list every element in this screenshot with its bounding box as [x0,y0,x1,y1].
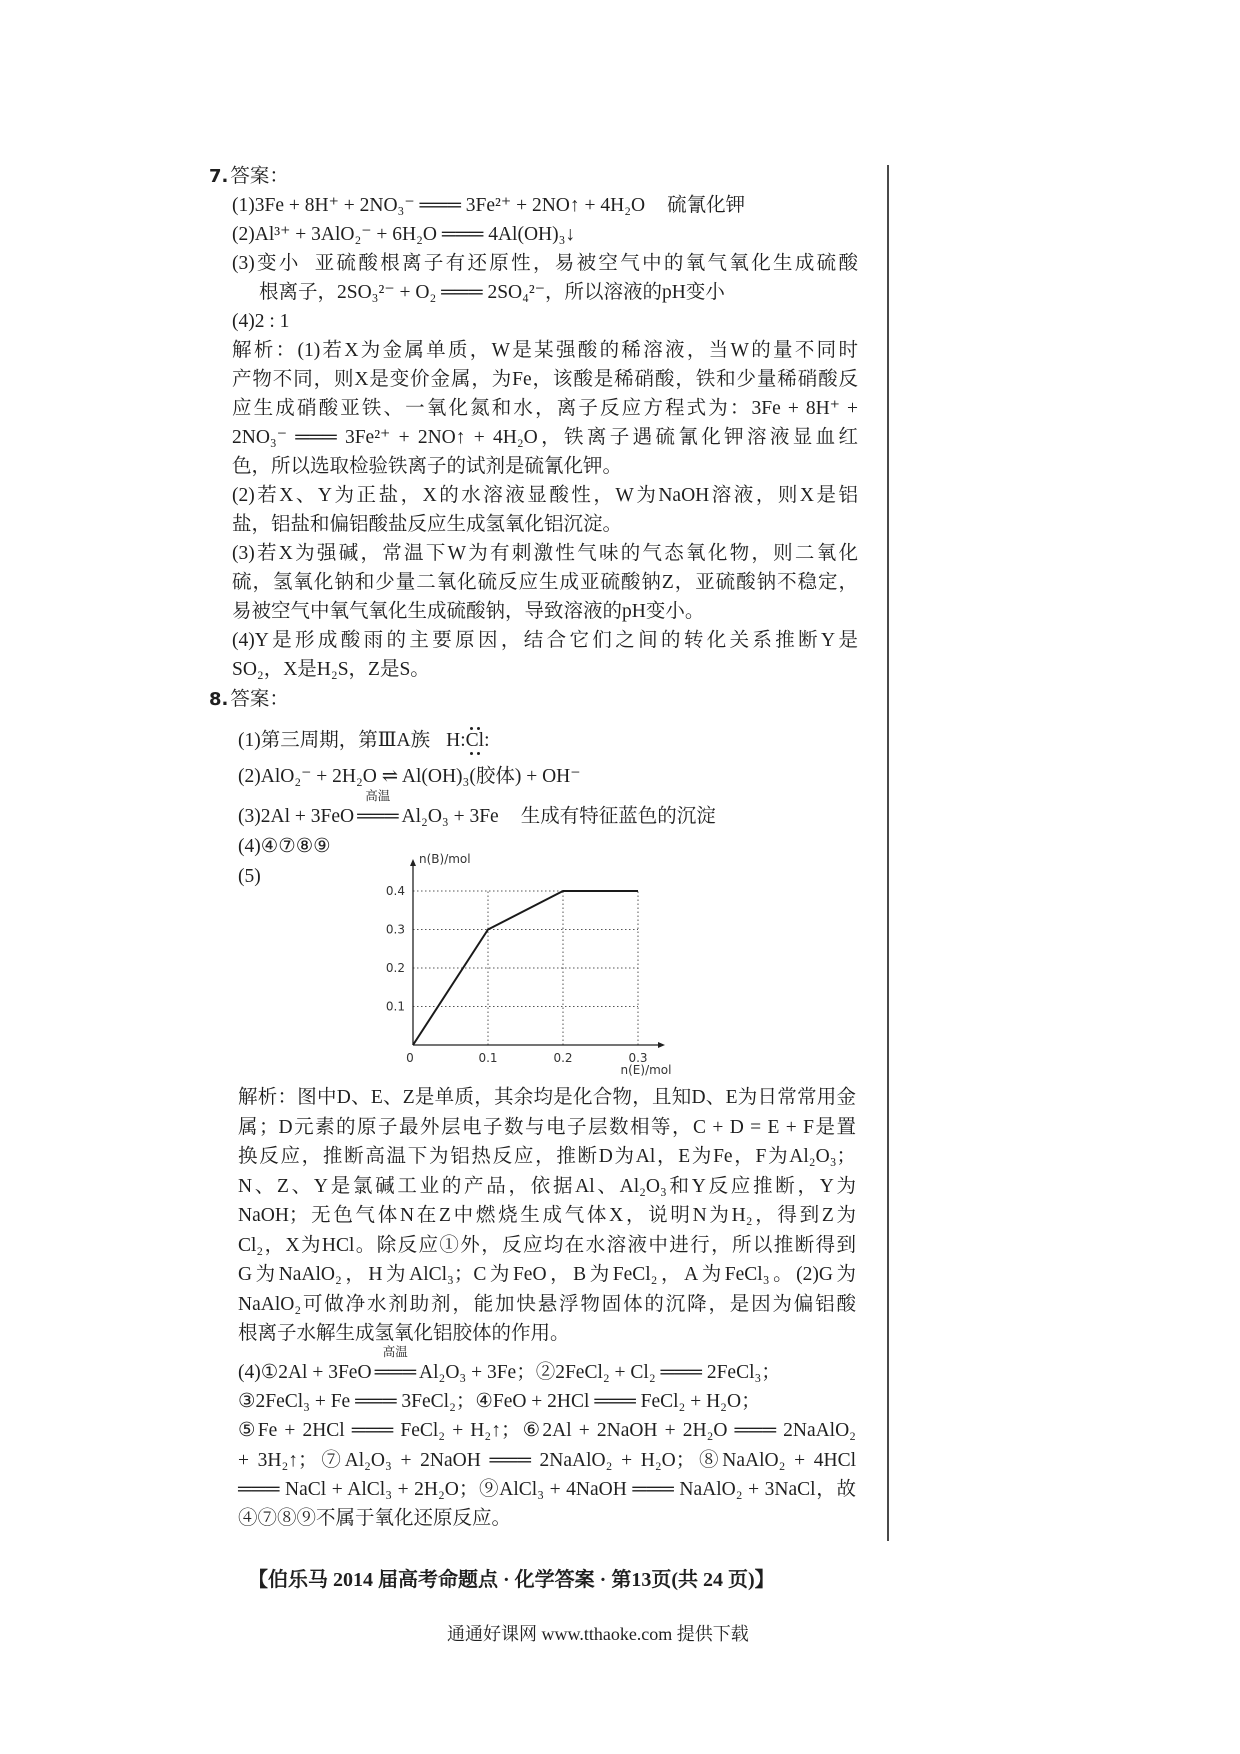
reaction-condition-label: 高温 [382,1345,408,1359]
question-8-heading [209,685,289,714]
x-axis-arrow [658,1042,665,1048]
q7-answer-3-line-2: 根离子，2SO₃²⁻ + O₂ ═══ 2SO₄²⁻，所以溶液的pH变小 [259,282,725,303]
q8-answer-4: (4)④⑦⑧⑨ [238,836,331,857]
q8-answer-5: (5) [238,866,261,887]
hcl-electron-formula [446,726,489,755]
reaction-line: ═══ NaCl + AlCl₃ + 2H₂O；⑨AlCl₃ + 4NaOH ═══ NaAlO₂ + 3NaCl，故 [238,1478,856,1500]
column-divider-line [887,165,889,1541]
q8-analysis [238,1083,856,1349]
q8-analysis-line: 换反应，推断高温下为铝热反应，推断D为Al，E为Fe，F为Al₂O₃； [238,1146,856,1167]
q8-answer-1-text: (1)第三周期，第ⅢA族 [238,730,431,751]
x-tick-label: 0.3 [628,1051,648,1065]
question-8-answer-label: 答案： [230,689,289,710]
nB-vs-nE-line-chart [360,850,690,1080]
reaction-line: + 3H₂↑；⑦Al₂O₃ + 2NaOH ═══ 2NaAlO₂ + H₂O；⑧NaAlO₂ + 4HCl [238,1449,856,1471]
question-7-answer-label: 答案： [230,166,289,187]
x-tick-label: 0 [406,1051,414,1065]
reaction-line [238,1345,856,1387]
reaction-1-reactants: (4)①2Al + 3FeO [238,1362,372,1383]
x-axis-title: n(E)/mol [620,1063,672,1077]
q7-analysis-line: 盐，铝盐和偏铝酸盐反应生成氢氧化铝沉淀。 [232,514,623,535]
y-tick-label: 0.2 [385,961,405,975]
lewis-hydrogen: H [446,730,461,751]
q8-answer-2: (2)AlO₂⁻ + 2H₂O ⇌ Al(OH)₃(胶体) + OH⁻ [238,766,581,787]
q8-analysis-line: N、Z、Y是氯碱工业的产品，依据Al、Al₂O₃和Y反应推断，Y为 [238,1175,856,1197]
q7-analysis-line: 产物不同，则X是变价金属，为Fe，该酸是稀硝酸，铁和少量稀硝酸反 [232,369,858,390]
q7-analysis-line: SO₂，X是H₂S，Z是S。 [232,659,430,680]
lewis-chlorine: Cl [465,730,485,751]
question-7-heading [209,162,858,191]
question-7-answer [209,162,858,684]
q7-answer-1-equation: (1)3Fe + 8H⁺ + 2NO₃⁻ ═══ 3Fe²⁺ + 2NO↑ + 4H₂O [232,195,646,216]
reaction-equals-sign: ═══ [374,1362,417,1383]
q7-answer-3-head: (3)变小 [232,253,301,274]
q8-analysis-line: 解析：图中D、E、Z是单质，其余均是化合物，且知D、E为日常常用金 [238,1087,856,1108]
download-source-note: 通通好课网 www.tthaoke.com 提供下载 [447,1624,749,1644]
q7-analysis-line: (4)Y是形成酸雨的主要原因，结合它们之间的转化关系推断Y是 [232,630,858,651]
lewis-lone-pair: : [484,730,490,751]
q8-analysis-line: 根离子水解生成氢氧化铝胶体的作用。 [238,1323,570,1344]
reaction-line: ③2FeCl₃ + Fe ═══ 3FeCl₂；④FeO + 2HCl ═══ FeCl₂ + H₂O； [238,1391,761,1413]
q8-answer-1 [238,726,490,755]
question-7-number: 7. [209,166,229,187]
y-tick-label: 0.3 [385,922,405,937]
q8-analysis-line: 属；D元素的原子最外层电子数与电子层数相等，C + D = E + F是置 [238,1116,856,1138]
q7-answer-3-reason: 亚硫酸根离子有还原性，易被空气中的氧气氧化生成硫酸 [314,253,858,274]
y-axis-arrow [410,859,416,866]
reaction-condition [357,789,399,831]
q7-answer-1 [232,191,858,220]
reaction-equals-sign: ═══ [357,806,399,827]
lewis-shared-pair: : [460,730,466,751]
q8-analysis-line: G为NaAlO₂，H为AlCl₃；C为FeO，B为FeCl₂，A为FeCl₃。(2)G为 [238,1264,856,1285]
q7-analysis-line: 应生成硝酸亚铁、一氧化氮和水，离子反应方程式为：3Fe + 8H⁺ + [232,398,858,419]
q7-answer-4: (4)2 : 1 [232,311,290,332]
reaction-condition [374,1345,417,1387]
q8-analysis-line: Cl₂，X为HCl。除反应①外，反应均在水溶液中进行，所以推断得到 [238,1234,856,1256]
reaction-line: ⑤Fe + 2HCl ═══ FeCl₂ + H₂↑；⑥2Al + 2NaOH + 2H₂O ═══ 2NaAlO₂ [238,1420,856,1442]
page-footer-title: 【伯乐马 2014 届高考命题点 · 化学答案 · 第13页(共 24 页)】 [248,1569,775,1591]
x-tick-label: 0.1 [478,1051,498,1065]
q7-analysis-line: 2NO₃⁻ ═══ 3Fe²⁺ + 2NO↑ + 4H₂O，铁离子遇硫氰化钾溶液显血红 [232,427,858,448]
q7-analysis-line: 色，所以选取检验铁离子的试剂是硫氰化钾。 [232,456,623,477]
x-tick-label: 0.2 [553,1051,573,1065]
q8-analysis-line: NaOH；无色气体N在Z中燃烧生成气体X，说明N为H₂，得到Z为 [238,1205,856,1226]
reaction-1-products: Al₂O₃ + 3Fe；②2FeCl₂ + Cl₂ ═══ 2FeCl₃； [419,1362,781,1383]
q8-answer-3 [238,789,716,831]
q7-analysis-line: 硫，氢氧化钠和少量二氧化硫反应生成亚硫酸钠Z，亚硫酸钠不稳定， [232,572,858,593]
q7-answer-1-reagent: 硫氰化钾 [667,195,746,216]
q7-analysis-line: (2)若X、Y为正盐，X的水溶液显酸性，W为NaOH溶液，则X是铝 [232,485,858,506]
reaction-line: ④⑦⑧⑨不属于氧化还原反应。 [238,1507,512,1529]
question-8-number: 8. [209,689,229,710]
q7-answer-3-line-1 [232,249,858,278]
y-tick-label: 0.4 [385,884,405,898]
y-tick-label: 0.1 [385,999,405,1014]
q7-analysis-line: 易被空气中氧气氧化生成硫酸钠，导致溶液的pH变小。 [232,601,705,622]
q8-analysis-line: NaAlO₂可做净水剂助剂，能加快悬浮物固体的沉降，是因为偏铝酸 [238,1293,856,1315]
q7-analysis-line: 解析：(1)若X为金属单质，W是某强酸的稀溶液，当W的量不同时 [232,340,858,361]
q8-answer-3-products: Al₂O₃ + 3Fe [401,806,499,827]
y-axis-title: n(B)/mol [419,852,471,866]
q7-analysis-line: (3)若X为强碱，常温下W为有刺激性气味的气态氧化物，则二氧化 [232,543,858,564]
q7-answer-2: (2)Al³⁺ + 3AlO₂⁻ + 6H₂O ═══ 4Al(OH)₃↓ [232,224,576,245]
reaction-condition-label: 高温 [365,789,391,803]
q8-answer-3-reactants: (3)2Al + 3FeO [238,806,355,827]
q8-reaction-equations [238,1345,856,1533]
q8-answer-3-note: 生成有特征蓝色的沉淀 [520,806,716,827]
